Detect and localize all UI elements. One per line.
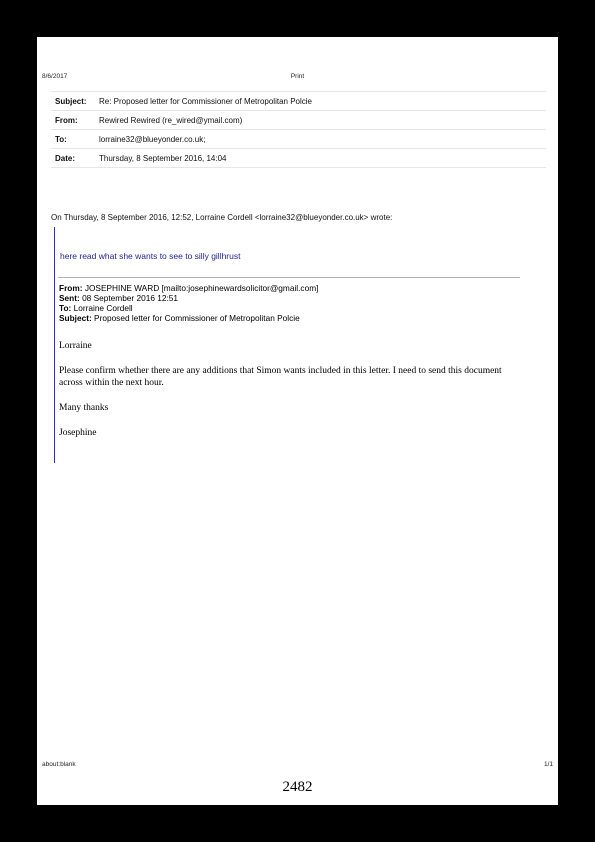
separator-line [58, 277, 520, 278]
page-number: 2482 [282, 779, 313, 795]
fwd-to-value: Lorraine Cordell [73, 303, 133, 313]
quoted-attribution: On Thursday, 8 September 2016, 12:52, Lorraine Cordell <lorraine32@blueyonder.co.uk> wrote: [51, 213, 393, 222]
printed-page [37, 37, 558, 805]
fwd-sent-value: 08 September 2016 12:51 [82, 293, 179, 303]
header-value: Rewired Rewired (re_wired@ymail.com) [99, 115, 243, 125]
footer-page-count: 1/1 [543, 761, 553, 768]
fwd-to-label: To: [59, 303, 72, 313]
header-row-subject [51, 92, 546, 111]
print-title: Print [290, 73, 305, 80]
header-label: From: [55, 115, 78, 125]
fwd-subject-label: Subject: [59, 313, 92, 323]
body-paragraph: Please confirm whether there are any additions that Simon wants included in this letter. I need to send this document across within the next hour. [59, 366, 502, 388]
message-body [59, 340, 519, 452]
print-date: 8/6/2017 [42, 73, 68, 80]
header-label: Subject: [55, 96, 87, 106]
header-row-date [51, 149, 546, 168]
header-value: lorraine32@blueyonder.co.uk; [99, 134, 206, 144]
header-value: Thursday, 8 September 2016, 14:04 [99, 153, 227, 163]
body-greeting: Lorraine [59, 341, 92, 351]
fwd-from-label: From: [59, 283, 83, 293]
fwd-from [59, 283, 318, 293]
print-header [42, 73, 553, 85]
body-closing: Many thanks [59, 403, 109, 413]
header-label: To: [55, 134, 67, 144]
header-label: Date: [55, 153, 76, 163]
quoted-message [54, 227, 535, 463]
footer-url: about:blank [42, 761, 76, 768]
fwd-subject [59, 313, 318, 323]
fwd-sent [59, 293, 318, 303]
header-row-from [51, 111, 546, 130]
fwd-from-value: JOSEPHINE WARD [mailto:josephinewardsolicitor@gmail.com] [84, 283, 319, 293]
fwd-subject-value: Proposed letter for Commissioner of Metropolitan Polcie [94, 313, 300, 323]
reply-text: here read what she wants to see to silly gillhrust [60, 251, 241, 261]
header-value: Re: Proposed letter for Commissioner of Metropolitan Polcie [99, 96, 312, 106]
fwd-sent-label: Sent: [59, 293, 80, 303]
forwarded-headers [59, 283, 318, 323]
fwd-to [59, 303, 318, 313]
body-signature: Josephine [59, 428, 97, 438]
header-row-to [51, 130, 546, 149]
email-header-table [51, 91, 546, 168]
